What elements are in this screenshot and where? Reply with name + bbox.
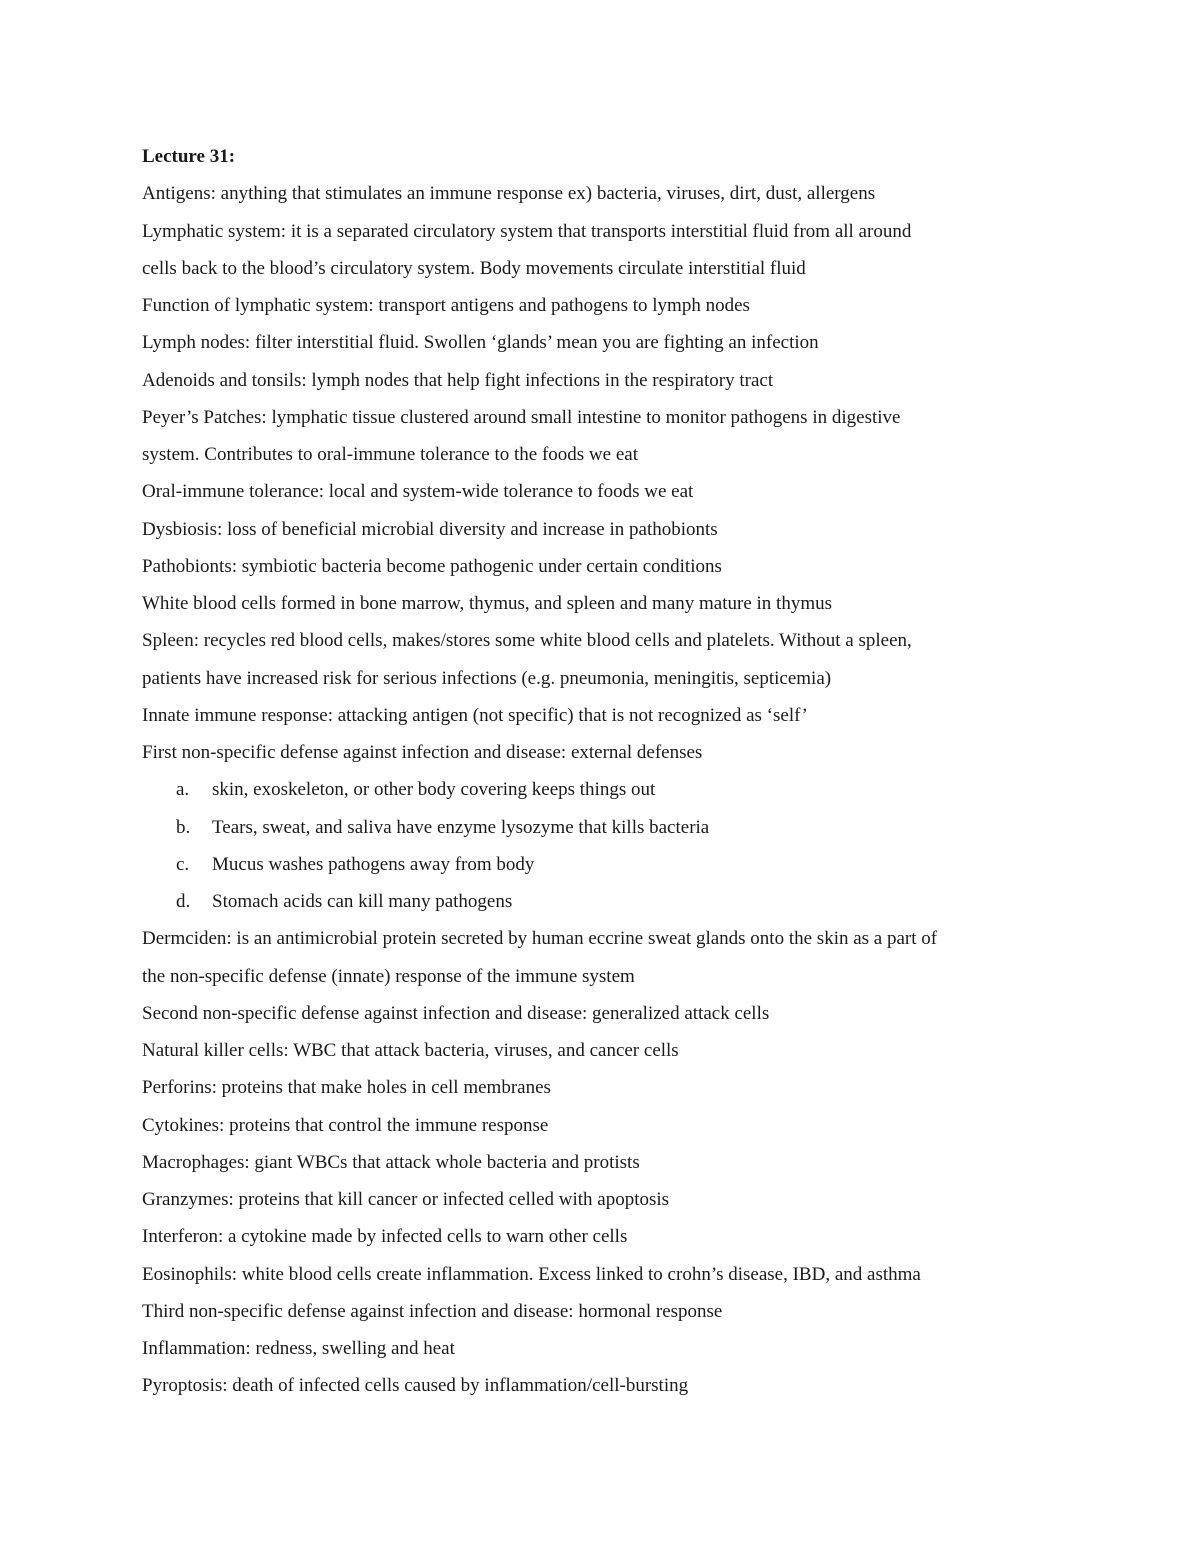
text-line: cells back to the blood’s circulatory system. Body movements circulate interstitial fluid [142,257,806,279]
text-line: Oral-immune tolerance: local and system-wide tolerance to foods we eat [142,481,694,503]
list-item-text: skin, exoskeleton, or other body covering keeps things out [212,779,656,801]
list-item-text: Tears, sweat, and saliva have enzyme lysozyme that kills bacteria [212,816,710,838]
list-item [142,883,1082,920]
text-line: Function of lymphatic system: transport antigens and pathogens to lymph nodes [142,295,750,316]
text-line: patients have increased risk for serious infections (e.g. pneumonia, meningitis, septicemia) [142,667,832,689]
list-marker: d. [176,891,191,912]
text-line: Granzymes: proteins that kill cancer or infected celled with apoptosis [142,1189,670,1210]
text-line: Third non-specific defense against infection and disease: hormonal response [142,1300,723,1322]
list-item [142,771,1082,808]
text-line: Innate immune response: attacking antigen (not specific) that is not recognized as ‘self’ [142,704,808,726]
text-line: Lymphatic system: it is a separated circulatory system that transports interstitial fluid from all around [142,220,912,242]
text-line: Adenoids and tonsils: lymph nodes that help fight infections in the respiratory tract [142,369,774,391]
text-line: the non-specific defense (innate) response of the immune system [142,965,635,987]
list-item [142,846,1082,883]
document-heading: Lecture 31: [142,146,236,167]
text-line: Dysbiosis: loss of beneficial microbial diversity and increase in pathobionts [142,518,718,540]
text-line: Interferon: a cytokine made by infected cells to warn other cells [142,1226,628,1248]
text-line: White blood cells formed in bone marrow, thymus, and spleen and many mature in thymus [142,593,833,614]
text-line: system. Contributes to oral-immune tolerance to the foods we eat [142,444,638,465]
text-line: Peyer’s Patches: lymphatic tissue clustered around small intestine to monitor pathogens in digestive [142,406,901,428]
text-line: Dermciden: is an antimicrobial protein secreted by human eccrine sweat glands onto the skin as a part of [142,928,938,950]
list-marker: b. [176,816,191,838]
list-marker: c. [176,853,190,875]
text-line: Pathobionts: symbiotic bacteria become pathogenic under certain conditions [142,555,722,577]
list-item [142,809,1082,846]
text-line: Pyroptosis: death of infected cells caused by inflammation/cell-bursting [142,1375,689,1397]
list-item-text: Mucus washes pathogens away from body [212,853,535,875]
list-item-text: Stomach acids can kill many pathogens [212,891,513,912]
text-line: Second non-specific defense against infection and disease: generalized attack cells [142,1002,770,1024]
text-line: Antigens: anything that stimulates an immune response ex) bacteria, viruses, dirt, dust, allergens [142,183,876,205]
text-line: Spleen: recycles red blood cells, makes/stores some white blood cells and platelets. Without a spleen, [142,630,912,652]
text-line: Cytokines: proteins that control the immune response [142,1114,549,1136]
document-body [142,138,1082,1405]
text-line: Lymph nodes: filter interstitial fluid. Swollen ‘glands’ mean you are fighting an infection [142,332,819,354]
text-line: Inflammation: redness, swelling and heat [142,1338,455,1359]
text-line: Natural killer cells: WBC that attack bacteria, viruses, and cancer cells [142,1040,679,1061]
text-line: Macrophages: giant WBCs that attack whole bacteria and protists [142,1151,640,1173]
text-line: Eosinophils: white blood cells create inflammation. Excess linked to crohn’s disease, IBD, and asthma [142,1263,921,1285]
list-marker: a. [176,779,190,801]
text-line: First non-specific defense against infection and disease: external defenses [142,742,703,763]
text-line: Perforins: proteins that make holes in cell membranes [142,1077,551,1099]
